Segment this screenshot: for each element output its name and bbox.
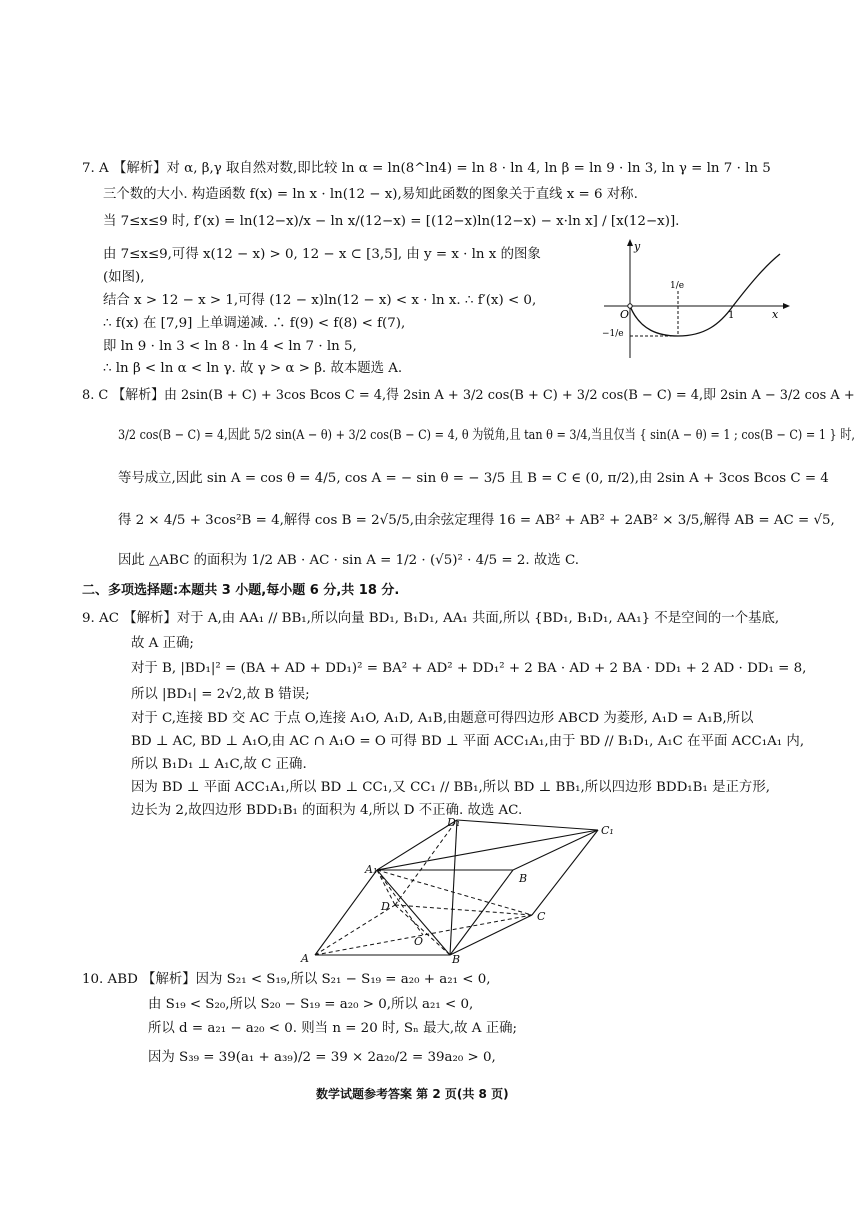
q9-line-8: 因为 BD ⊥ 平面 ACC₁A₁,所以 BD ⊥ CC₁,又 CC₁ // BB₁,所以 BD ⊥ BB₁,所以四边形 BDD₁B₁ 是正方形, xyxy=(131,780,770,795)
q7-line-3: 当 7≤x≤9 时, f′(x) = ln(12−x)/x − ln x/(12−x) = [(12−x)ln(12−x) − x·ln x] / [x(12−x)]. xyxy=(103,214,680,229)
xlnx-graph xyxy=(600,236,795,361)
x-axis-arrow-icon xyxy=(783,303,790,309)
page-footer: 数学试题参考答案 第 2 页(共 8 页) xyxy=(316,1087,509,1101)
hidden-d-c xyxy=(395,905,532,915)
x-axis-label: x xyxy=(772,308,779,321)
q9-line-4: 所以 |BD₁| = 2√2,故 B 错误; xyxy=(131,687,310,702)
edge-d1-c1 xyxy=(457,820,598,830)
edge-b-c xyxy=(450,915,532,955)
tick-one-label: 1 xyxy=(728,310,735,321)
hidden-d-d1 xyxy=(395,820,457,905)
q7-line-9: ∴ ln β < ln α < ln γ. 故 γ > α > β. 故本题选 A. xyxy=(103,361,403,376)
y-axis-arrow-icon xyxy=(627,239,633,246)
q9-line-1: 9. AC 【解析】对于 A,由 AA₁ // BB₁,所以向量 BD₁, B₁D₁, AA₁ 共面,所以 {BD₁, B₁D₁, AA₁} 不是空间的一个基底, xyxy=(82,611,780,626)
label-c1: C₁ xyxy=(601,824,614,837)
q7-line-4: 由 7≤x≤9,可得 x(12 − x) > 0, 12 − x ⊂ [3,5], 由 y = x · ln x 的图象 xyxy=(103,247,541,262)
q8-line-4: 得 2 × 4/5 + 3cos²B = 4,解得 cos B = 2√5/5,由余弦定理得 16 = AB² + AB² + 2AB² × 3/5,解得 AB = AC = √5, xyxy=(118,513,835,528)
label-a: A xyxy=(301,952,309,964)
xlnx-curve xyxy=(630,254,780,336)
q9-line-5: 对于 C,连接 BD 交 AC 于点 O,连接 A₁O, A₁D, A₁B,由题意可得四边形 ABCD 为菱形, A₁D = A₁B,所以 xyxy=(131,711,754,726)
diag-a1-c1 xyxy=(377,830,598,870)
q10-line-1: 10. ABD 【解析】因为 S₂₁ < S₁₉,所以 S₂₁ − S₁₉ = a₂₀ + a₂₁ < 0, xyxy=(82,972,491,987)
q7-line-6: 结合 x > 12 − x > 1,可得 (12 − x)ln(12 − x) < x · ln x. ∴ f′(x) < 0, xyxy=(103,293,537,308)
q10-line-2: 由 S₁₉ < S₂₀,所以 S₂₀ − S₁₉ = a₂₀ > 0,所以 a₂₁ < 0, xyxy=(148,997,474,1012)
q8-line-5: 因此 △ABC 的面积为 1/2 AB · AC · sin A = 1/2 · (√5)² · 4/5 = 2. 故选 C. xyxy=(118,553,579,568)
q9-line-9: 边长为 2,故四边形 BDD₁B₁ 的面积为 4,所以 D 不正确. 故选 AC. xyxy=(131,803,523,818)
diag-d1-b xyxy=(450,820,457,955)
q9-line-6: BD ⊥ AC, BD ⊥ A₁O,由 AC ∩ A₁O = O 可得 BD ⊥ 平面 ACC₁A₁,由于 BD // B₁D₁, A₁C 在平面 ACC₁A₁ 内, xyxy=(131,734,805,749)
parallelepiped-figure xyxy=(295,812,630,964)
label-o: O xyxy=(414,935,424,948)
q7-line-2: 三个数的大小. 构造函数 f(x) = ln x · ln(12 − x),易知此函数的图象关于直线 x = 6 对称. xyxy=(103,187,638,202)
q7-line-7: ∴ f(x) 在 [7,9] 上单调递减. ∴ f(9) < f(8) < f(7), xyxy=(103,316,406,331)
q9-line-3: 对于 B, |BD₁|² = (BA + AD + DD₁)² = BA² + AD² + DD₁² + 2 BA · AD + 2 BA · DD₁ + 2 AD · DD₁ = 8, xyxy=(131,661,807,676)
edge-a-a1 xyxy=(315,870,377,955)
q10-line-4: 因为 S₃₉ = 39(a₁ + a₃₉)/2 = 39 × 2a₂₀/2 = 39a₂₀ > 0, xyxy=(148,1050,496,1065)
section-2-heading: 二、多项选择题:本题共 3 小题,每小题 6 分,共 18 分. xyxy=(82,583,400,598)
q8-line-2: 3/2 cos(B − C) = 4,因此 5/2 sin(A − θ) + 3/2 cos(B − C) = 4, θ 为锐角,且 tan θ = 3/4,当且仅当 { sin(A − θ) = 1 ; cos(B − C) = 1 } 时, xyxy=(118,428,855,443)
label-d1: D₁ xyxy=(447,816,461,829)
q10-line-3: 所以 d = a₂₁ − a₂₀ < 0. 则当 n = 20 时, Sₙ 最大,故 A 正确; xyxy=(148,1021,518,1036)
label-d: D xyxy=(381,900,390,913)
label-b1: B xyxy=(519,872,528,885)
tick-x-label: 1/e xyxy=(670,281,685,291)
q7-line-1: 7. A 【解析】对 α, β,γ 取自然对数,即比较 ln α = ln(8^ln4) = ln 8 · ln 4, ln β = ln 9 · ln 3, ln γ = ln 7 · ln 5 xyxy=(82,161,771,176)
q7-line-5: (如图), xyxy=(103,270,145,285)
q9-line-7: 所以 B₁D₁ ⊥ A₁C,故 C 正确. xyxy=(131,757,307,772)
label-c: C xyxy=(537,910,546,923)
tick-y-label: −1/e xyxy=(602,329,624,339)
edge-c1-b1 xyxy=(513,830,598,870)
q8-line-3: 等号成立,因此 sin A = cos θ = 4/5, cos A = − sin θ = − 3/5 且 B = C ∈ (0, π/2),由 2sin A + 3cos Bcos C = 4 xyxy=(118,471,829,486)
origin-label: O xyxy=(620,308,630,321)
y-axis-label: y xyxy=(634,240,641,253)
label-a1: A₁ xyxy=(365,863,378,876)
label-b: B xyxy=(452,953,461,964)
q7-line-8: 即 ln 9 · ln 3 < ln 8 · ln 4 < ln 7 · ln 5, xyxy=(103,339,357,354)
edge-c-c1 xyxy=(532,830,598,915)
q9-line-2: 故 A 正确; xyxy=(131,636,194,651)
q8-line-1: 8. C 【解析】由 2sin(B + C) + 3cos Bcos C = 4,得 2sin A + 3/2 cos(B + C) + 3/2 cos(B − C) = 4,即 2sin A − 3/2 cos A + xyxy=(82,388,855,403)
